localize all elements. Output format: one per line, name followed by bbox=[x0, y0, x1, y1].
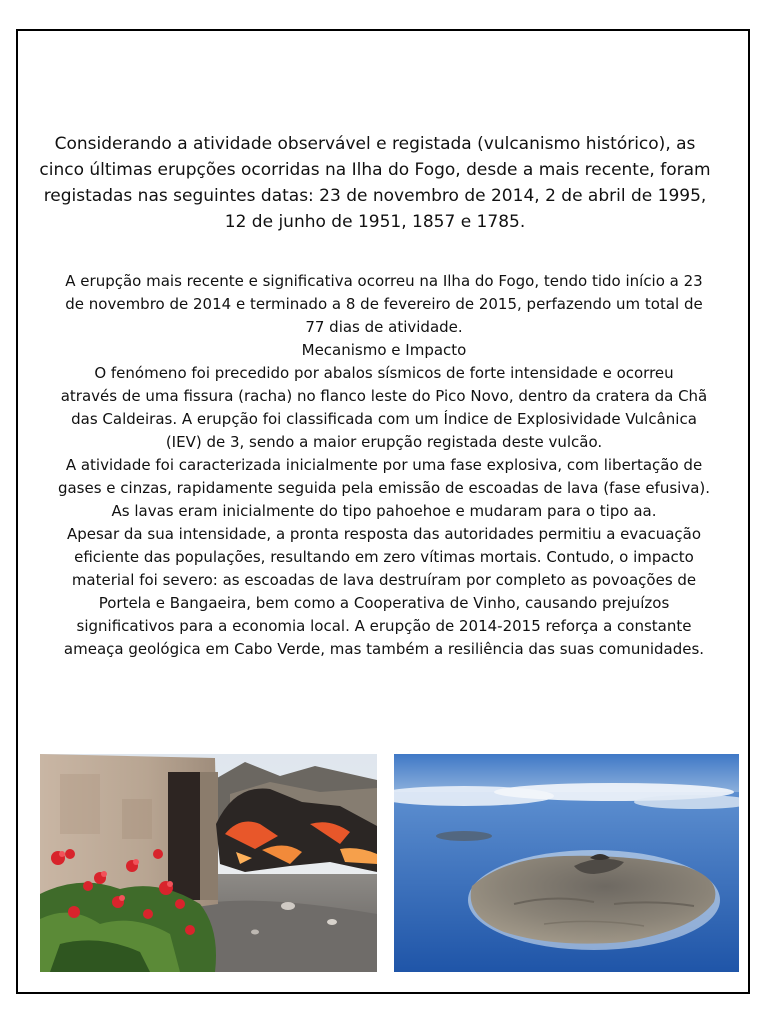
body-line: O fenómeno foi precedido por abalos sísmicos de forte intensidade e ocorreu bbox=[94, 364, 674, 382]
body-line: Apesar da sua intensidade, a pronta resposta das autoridades permitiu a evacuação bbox=[66, 525, 702, 543]
section-heading: Mecanismo e Impacto bbox=[301, 341, 467, 359]
body-line: A atividade foi caracterizada inicialmente por uma fase explosiva, com libertação de bbox=[65, 456, 703, 474]
intro-line: registadas nas seguintes datas: 23 de novembro de 2014, 2 de abril de 1995, bbox=[43, 186, 707, 206]
body-line: eficiente das populações, resultando em zero vítimas mortais. Contudo, o impacto bbox=[74, 548, 694, 566]
body-line: As lavas eram inicialmente do tipo pahoehoe e mudaram para o tipo aa. bbox=[111, 502, 657, 520]
lava-house-photo bbox=[40, 754, 377, 972]
body-line: gases e cinzas, rapidamente seguida pela emissão de escoadas de lava (fase efusiva). bbox=[57, 479, 711, 497]
body-line: das Caldeiras. A erupção foi classificada com um Índice de Explosividade Vulcânica bbox=[71, 410, 697, 428]
body-line: A erupção mais recente e significativa ocorreu na Ilha do Fogo, tendo tido início a 23 bbox=[65, 272, 703, 290]
fogo-island-aerial-photo bbox=[394, 754, 739, 972]
body-line: de novembro de 2014 e terminado a 8 de fevereiro de 2015, perfazendo um total de bbox=[65, 295, 703, 313]
body-line: material foi severo: as escoadas de lava destruíram por completo as povoações de bbox=[71, 571, 697, 589]
body-line: através de uma fissura (racha) no flanco leste do Pico Novo, dentro da cratera da Chã bbox=[60, 387, 708, 405]
intro-paragraph bbox=[18, 131, 732, 235]
body-line: (IEV) de 3, sendo a maior erupção registada deste vulcão. bbox=[165, 433, 603, 451]
intro-line: Considerando a atividade observável e registada (vulcanismo histórico), as bbox=[54, 134, 696, 154]
intro-line: cinco últimas erupções ocorridas na Ilha do Fogo, desde a mais recente, foram bbox=[39, 160, 711, 180]
eruption-description bbox=[24, 270, 744, 661]
body-line: significativos para a economia local. A erupção de 2014-2015 reforça a constante bbox=[76, 617, 692, 635]
intro-line: 12 de junho de 1951, 1857 e 1785. bbox=[224, 212, 526, 232]
body-line: 77 dias de atividade. bbox=[305, 318, 463, 336]
body-line: Portela e Bangaeira, bem como a Cooperativa de Vinho, causando prejuízos bbox=[98, 594, 670, 612]
body-line: ameaça geológica em Cabo Verde, mas também a resiliência das suas comunidades. bbox=[63, 640, 705, 658]
